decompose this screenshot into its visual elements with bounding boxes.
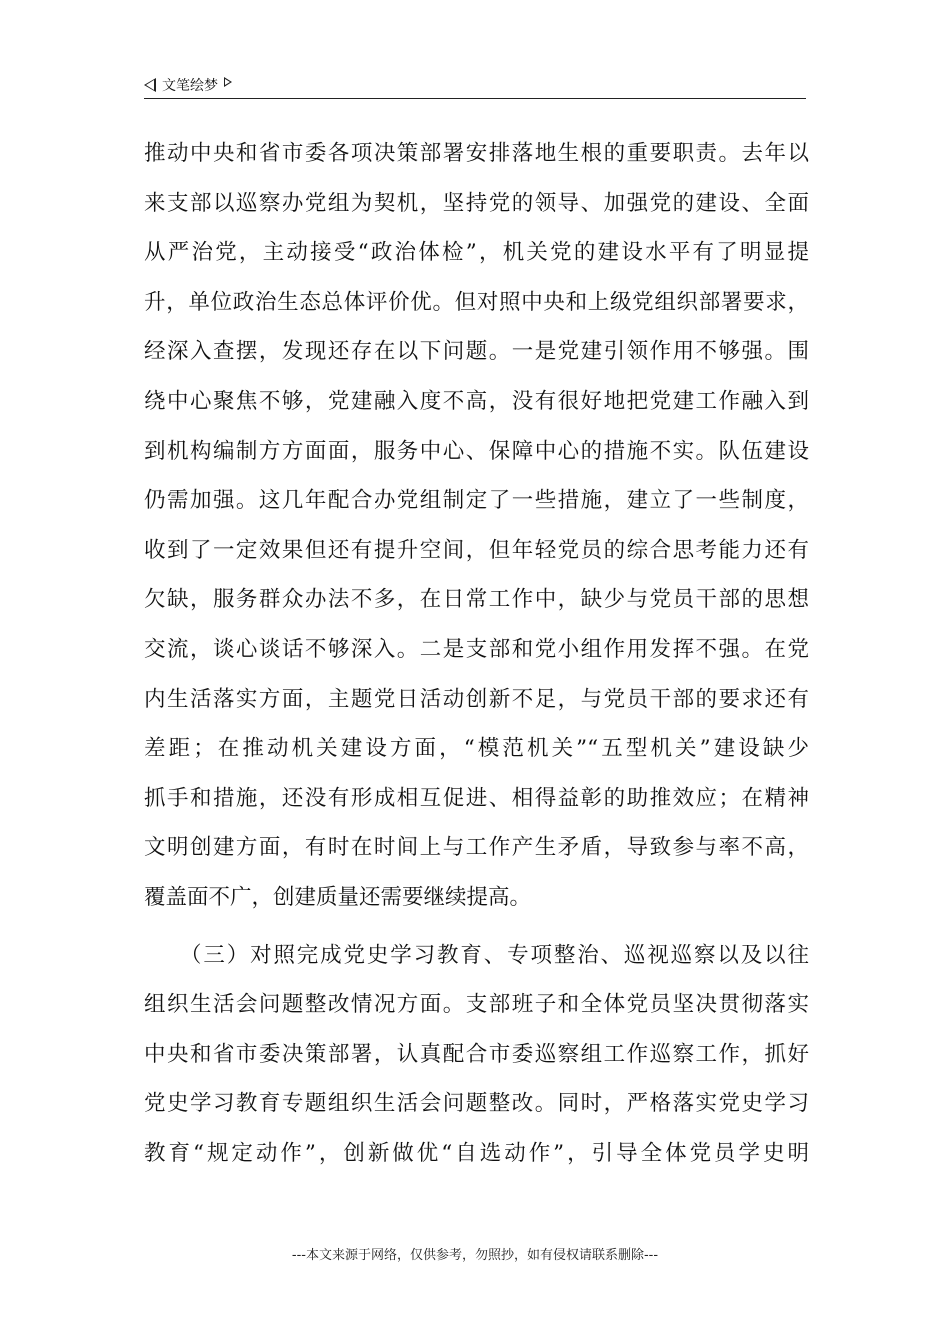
header-title: 文笔绘梦 [162, 78, 218, 94]
triangle-left-icon [144, 78, 156, 92]
text-line: 来支部以巡察办党组为契机，坚持党的领导、加强党的建设、全面 [144, 190, 809, 216]
text-line: 教育“规定动作”，创新做优“自选动作”，引导全体党员学史明 [144, 1140, 809, 1166]
paragraph-2 [144, 931, 809, 1179]
text-line: 绕中心聚焦不够，党建融入度不高，没有很好地把党建工作融入到 [144, 388, 809, 414]
document-body [144, 129, 809, 1178]
paragraph-1 [144, 129, 809, 923]
text-line: 到机构编制方方面面，服务中心、保障中心的措施不实。队伍建设 [144, 438, 809, 464]
text-line: 经深入查摆，发现还存在以下问题。一是党建引领作用不够强。围 [144, 339, 809, 365]
text-line: 文明创建方面，有时在时间上与工作产生矛盾，导致参与率不高， [144, 835, 809, 861]
text-line: 升，单位政治生态总体评价优。但对照中央和上级党组织部署要求， [144, 289, 809, 315]
text-line: 推动中央和省市委各项决策部署安排落地生根的重要职责。去年以 [144, 141, 809, 166]
text-line: 覆盖面不广，创建质量还需要继续提高。 [144, 884, 532, 910]
text-line: 内生活落实方面，主题党日活动创新不足，与党员干部的要求还有 [144, 686, 809, 712]
text-line: 仍需加强。这几年配合办党组制定了一些措施，建立了一些制度， [144, 488, 809, 514]
text-line: 交流，谈心谈话不够深入。二是支部和党小组作用发挥不强。在党 [144, 636, 809, 662]
text-line: （三）对照完成党史学习教育、专项整治、巡视巡察以及以往 [144, 942, 809, 968]
text-line: 收到了一定效果但还有提升空间，但年轻党员的综合思考能力还有 [144, 537, 809, 563]
text-line: 中央和省市委决策部署，认真配合市委巡察组工作巡察工作，抓好 [144, 1041, 809, 1067]
text-line: 抓手和措施，还没有形成相互促进、相得益彰的助推效应；在精神 [144, 785, 809, 811]
text-line: 从严治党，主动接受“政治体检”，机关党的建设水平有了明显提 [144, 240, 809, 266]
text-line: 欠缺，服务群众办法不多，在日常工作中，缺少与党员干部的思想 [144, 587, 809, 613]
text-line: 党史学习教育专题组织生活会问题整改。同时，严格落实党史学习 [144, 1091, 809, 1117]
triangle-right-icon [224, 77, 232, 87]
page-footer: ---本文来源于网络，仅供参考，勿照抄，如有侵权请联系删除--- [291, 1248, 659, 1263]
text-line: 组织生活会问题整改情况方面。支部班子和全体党员坚决贯彻落实 [144, 992, 809, 1018]
text-line: 差距；在推动机关建设方面，“模范机关”“五型机关”建设缺少 [144, 736, 809, 762]
paragraph-spacer [144, 923, 809, 931]
page-header [144, 72, 806, 99]
